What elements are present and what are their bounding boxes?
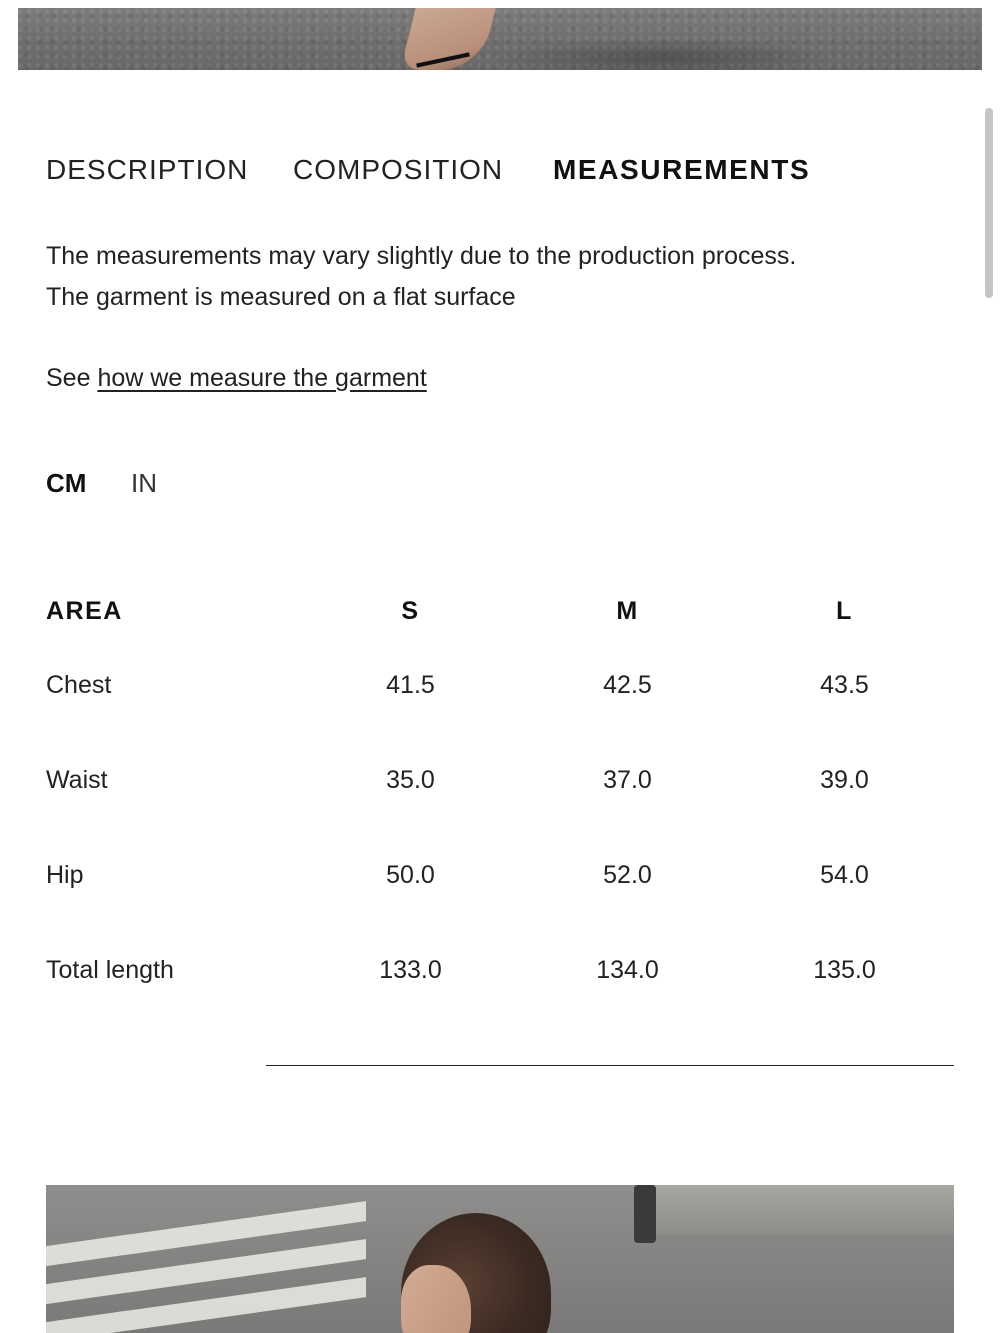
unit-in-button[interactable]: IN bbox=[131, 468, 157, 498]
value-cell-s: 35.0 bbox=[386, 766, 435, 794]
area-cell: Chest bbox=[46, 671, 112, 699]
table-divider bbox=[266, 1065, 954, 1066]
value-cell-m: 134.0 bbox=[596, 956, 659, 984]
size-measurements-table bbox=[46, 584, 953, 1018]
background-wall bbox=[654, 1185, 954, 1235]
header-size-l: L bbox=[836, 596, 853, 625]
value-cell-l: 43.5 bbox=[820, 671, 869, 699]
header-size-m: M bbox=[616, 596, 639, 625]
measurements-note-line-1: The measurements may vary slightly due to the production process. bbox=[46, 242, 797, 270]
area-cell: Hip bbox=[46, 861, 84, 889]
product-photo-bottom bbox=[46, 1185, 954, 1333]
table-row bbox=[46, 923, 953, 1018]
measure-guide-line bbox=[46, 364, 427, 393]
scrollbar-thumb[interactable] bbox=[985, 108, 993, 298]
value-cell-s: 133.0 bbox=[379, 956, 442, 984]
value-cell-m: 42.5 bbox=[603, 671, 652, 699]
street-bollard bbox=[634, 1185, 656, 1243]
photo-shadow bbox=[488, 38, 838, 70]
product-photo-top bbox=[18, 8, 982, 70]
table-row bbox=[46, 828, 953, 923]
value-cell-s: 50.0 bbox=[386, 861, 435, 889]
value-cell-s: 41.5 bbox=[386, 671, 435, 699]
value-cell-l: 39.0 bbox=[820, 766, 869, 794]
tab-description[interactable]: DESCRIPTION bbox=[46, 154, 249, 185]
measure-guide-prefix: See bbox=[46, 364, 91, 392]
header-size-s: S bbox=[401, 596, 420, 625]
tab-measurements[interactable]: MEASUREMENTS bbox=[553, 154, 811, 185]
unit-cm-button[interactable]: CM bbox=[46, 468, 87, 498]
table-row bbox=[46, 733, 953, 828]
table-row bbox=[46, 638, 953, 733]
table-header-row bbox=[46, 584, 953, 638]
area-cell: Total length bbox=[46, 956, 174, 984]
value-cell-m: 52.0 bbox=[603, 861, 652, 889]
header-area: AREA bbox=[46, 596, 123, 625]
measurements-note-line-2: The garment is measured on a flat surface bbox=[46, 283, 516, 311]
value-cell-l: 135.0 bbox=[813, 956, 876, 984]
measure-guide-link[interactable]: how we measure the garment bbox=[97, 364, 427, 392]
tab-composition[interactable]: COMPOSITION bbox=[293, 154, 504, 185]
area-cell: Waist bbox=[46, 766, 108, 794]
value-cell-l: 54.0 bbox=[820, 861, 869, 889]
value-cell-m: 37.0 bbox=[603, 766, 652, 794]
measurements-note bbox=[46, 236, 946, 318]
